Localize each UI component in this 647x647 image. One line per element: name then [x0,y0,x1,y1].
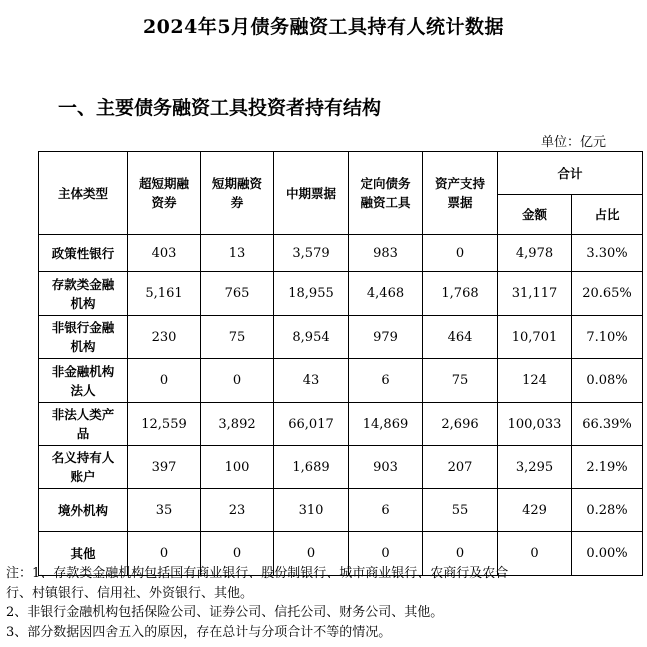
table-row [39,489,643,532]
cell-ultra-short: 397 [128,446,201,489]
cell-medium-term: 66,017 [274,403,349,446]
row-holder-name: 名义持有人账户 [39,446,128,489]
cell-short-term: 0 [201,359,274,403]
cell-abs: 1,768 [423,272,498,316]
cell-share: 0.28% [572,489,643,532]
section-title: 一、主要债务融资工具投资者持有结构 [58,97,382,119]
cell-short-term: 100 [201,446,274,489]
cell-abs: 464 [423,316,498,359]
cell-short-term: 23 [201,489,274,532]
table-row [39,235,643,272]
cell-medium-term: 8,954 [274,316,349,359]
row-holder-name: 其他 [39,532,128,576]
cell-private: 6 [349,489,423,532]
cell-medium-term: 1,689 [274,446,349,489]
unit-label: 单位：亿元 [541,135,607,150]
cell-private: 6 [349,359,423,403]
cell-share: 20.65% [572,272,643,316]
note-line: 行、村镇银行、信用社、外资银行、其他。 [6,585,254,601]
cell-short-term: 13 [201,235,274,272]
table-row [39,446,643,489]
row-holder-name: 非银行金融机构 [39,316,128,359]
cell-amount: 100,033 [498,403,572,446]
header-abs: 资产支持票据 [423,152,498,235]
header-share: 占比 [572,195,643,235]
row-holder-name: 存款类金融机构 [39,272,128,316]
table-row [39,359,643,403]
cell-ultra-short: 230 [128,316,201,359]
cell-amount: 10,701 [498,316,572,359]
table-row [39,272,643,316]
cell-private: 979 [349,316,423,359]
cell-share: 2.19% [572,446,643,489]
cell-amount: 0 [498,532,572,576]
cell-share: 3.30% [572,235,643,272]
table-body [39,235,643,576]
cell-private: 0 [349,532,423,576]
header-holder-type: 主体类型 [39,152,128,235]
cell-abs: 55 [423,489,498,532]
cell-ultra-short: 0 [128,532,201,576]
header-short-term: 短期融资券 [201,152,274,235]
notes [6,564,642,642]
row-holder-name: 政策性银行 [39,235,128,272]
cell-ultra-short: 35 [128,489,201,532]
page-title: 2024年5月债务融资工具持有人统计数据 [142,16,505,38]
holder-structure-table [38,151,643,576]
cell-ultra-short: 12,559 [128,403,201,446]
cell-short-term: 0 [201,532,274,576]
cell-amount: 31,117 [498,272,572,316]
cell-ultra-short: 0 [128,359,201,403]
cell-share: 0.08% [572,359,643,403]
cell-private: 14,869 [349,403,423,446]
cell-share: 7.10% [572,316,643,359]
cell-medium-term: 18,955 [274,272,349,316]
row-holder-name: 境外机构 [39,489,128,532]
cell-abs: 207 [423,446,498,489]
cell-amount: 429 [498,489,572,532]
cell-ultra-short: 403 [128,235,201,272]
table-row [39,403,643,446]
cell-amount: 4,978 [498,235,572,272]
cell-abs: 0 [423,235,498,272]
cell-abs: 0 [423,532,498,576]
header-amount: 金额 [498,195,572,235]
cell-amount: 3,295 [498,446,572,489]
cell-short-term: 75 [201,316,274,359]
note-line: 注：1、存款类金融机构包括国有商业银行、股份制银行、城市商业银行、农商行及农合 [6,566,509,581]
cell-medium-term: 0 [274,532,349,576]
header-private: 定向债务融资工具 [349,152,423,235]
note-line: 2、非银行金融机构包括保险公司、证券公司、信托公司、财务公司、其他。 [6,605,444,620]
cell-abs: 75 [423,359,498,403]
row-holder-name: 非金融机构法人 [39,359,128,403]
cell-short-term: 3,892 [201,403,274,446]
header-total: 合计 [498,152,643,195]
header-medium-term: 中期票据 [274,152,349,235]
cell-private: 4,468 [349,272,423,316]
cell-private: 983 [349,235,423,272]
cell-medium-term: 310 [274,489,349,532]
row-holder-name: 非法人类产品 [39,403,128,446]
cell-private: 903 [349,446,423,489]
table-row [39,316,643,359]
cell-amount: 124 [498,359,572,403]
cell-share: 66.39% [572,403,643,446]
note-line: 3、部分数据因四舍五入的原因，存在总计与分项合计不等的情况。 [6,624,392,640]
cell-abs: 2,696 [423,403,498,446]
cell-ultra-short: 5,161 [128,272,201,316]
cell-short-term: 765 [201,272,274,316]
cell-medium-term: 43 [274,359,349,403]
header-ultra-short: 超短期融资券 [128,152,201,235]
cell-share: 0.00% [572,532,643,576]
cell-medium-term: 3,579 [274,235,349,272]
